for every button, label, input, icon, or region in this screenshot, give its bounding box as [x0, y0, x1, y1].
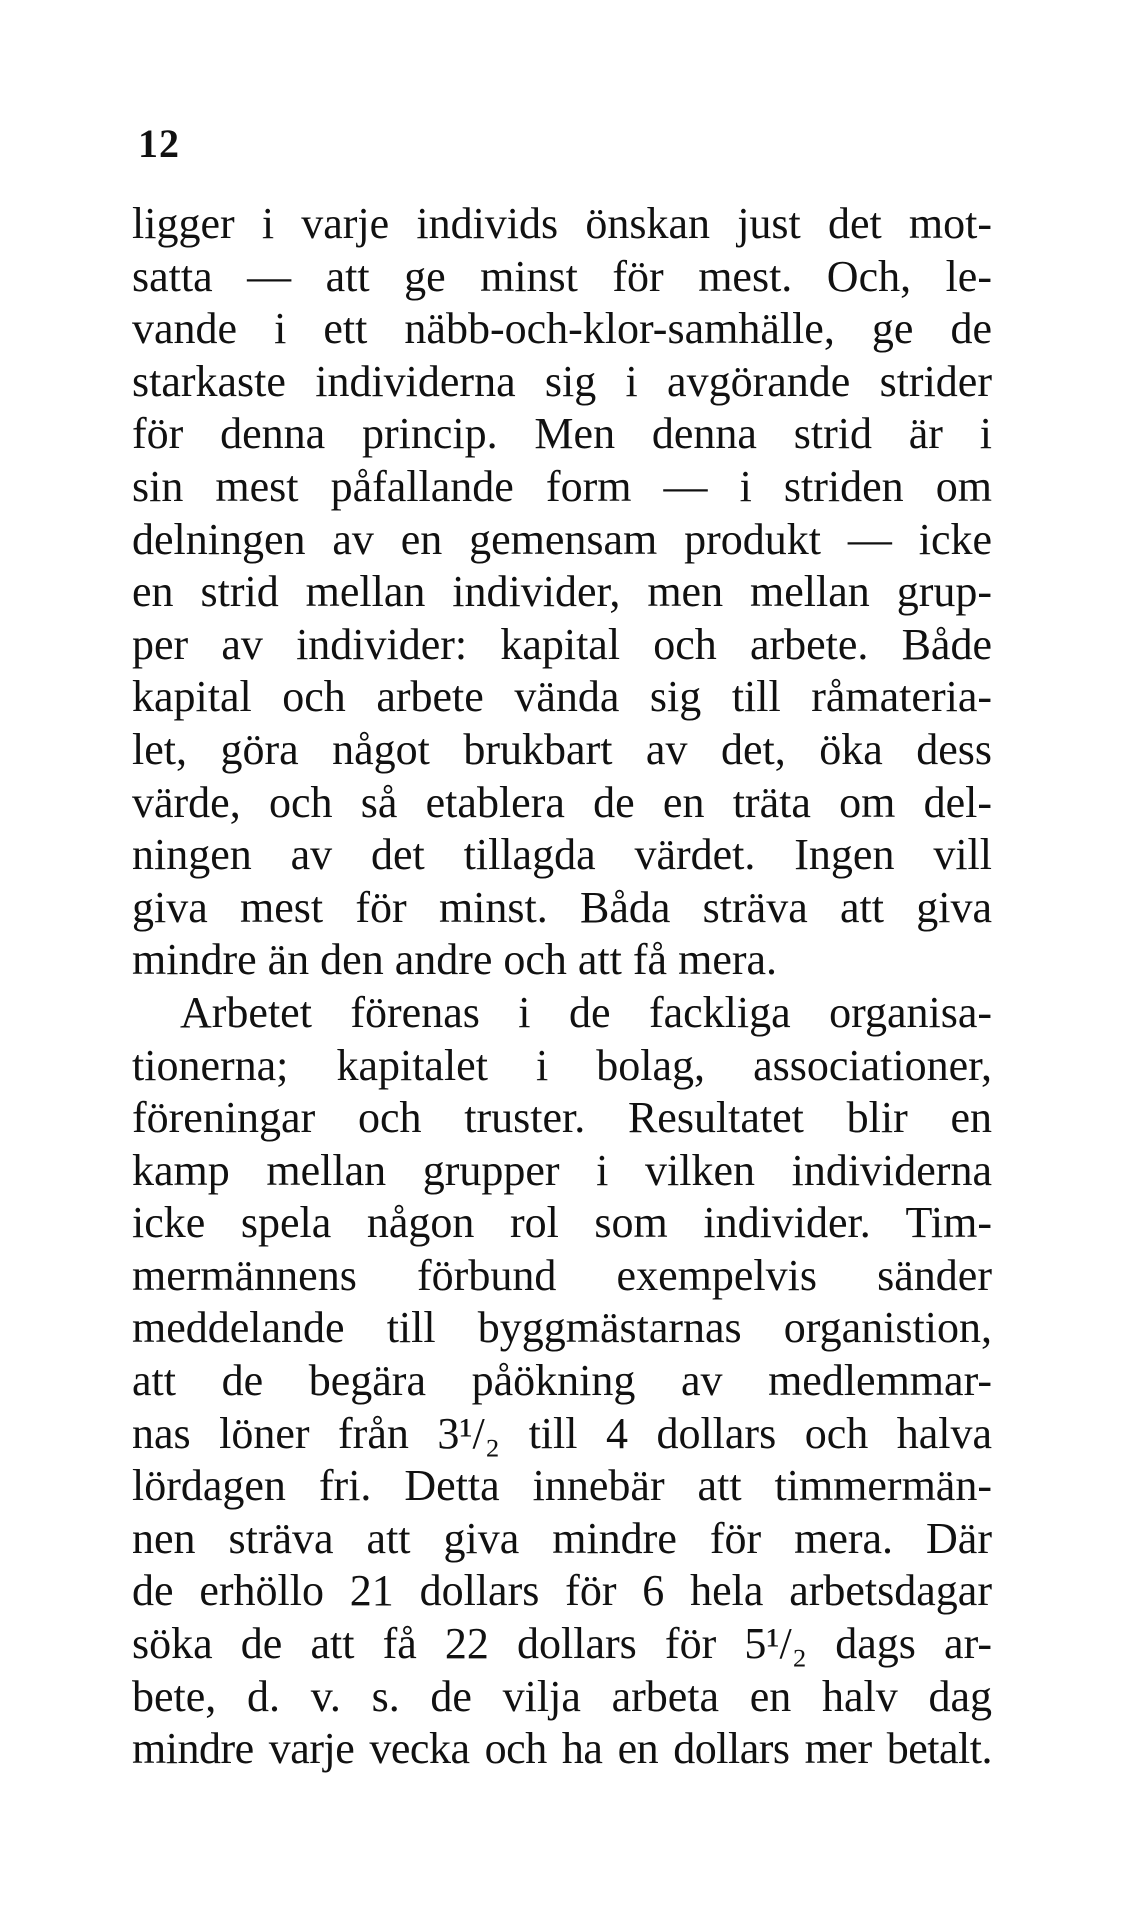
text-line: kamp mellan grupper i vilken individerna: [132, 1145, 992, 1195]
text-line: för denna princip. Men denna strid är i: [132, 409, 992, 459]
text-line: ligger i varje individs önskan just det mot-: [132, 199, 992, 248]
text-line: starkaste individerna sig i avgörande strider: [132, 356, 992, 406]
text-line: nas löner från 3¹/₂ till 4 dollars och halva: [132, 1408, 992, 1458]
text-line: meddelande till byggmästarnas organistion,: [132, 1303, 992, 1353]
text-line: giva mest för minst. Båda sträva att giva: [132, 882, 992, 932]
text-line: värde, och så etablera de en träta om del-: [132, 777, 992, 827]
text-line: nen sträva att giva mindre för mera. Där: [132, 1513, 992, 1563]
text-line: mermännens förbund exempelvis sänder: [132, 1250, 992, 1300]
text-line: icke spela någon rol som individer. Tim-: [132, 1198, 992, 1248]
text-line: sin mest påfallande form — i striden om: [132, 461, 992, 511]
text-line: tionerna; kapitalet i bolag, associationer,: [132, 1040, 992, 1090]
text-line: let, göra något brukbart av det, öka dess: [132, 724, 992, 774]
text-line: en strid mellan individer, men mellan grup-: [132, 567, 992, 617]
text-line: de erhöllo 21 dollars för 6 hela arbetsdagar: [132, 1566, 992, 1616]
text-line: kapital och arbete vända sig till råmateria-: [132, 672, 992, 722]
text-line: satta — att ge minst för mest. Och, le-: [132, 251, 992, 301]
page-number: 12: [138, 121, 180, 166]
text-line: bete, d. v. s. de vilja arbeta en halv dag: [132, 1671, 992, 1721]
text-line: delningen av en gemensam produkt — icke: [132, 514, 992, 564]
text-line: mindre än den andre och att få mera.: [132, 935, 778, 985]
text-line: Arbetet förenas i de fackliga organisa-: [180, 987, 992, 1037]
text-line: per av individer: kapital och arbete. Både: [132, 619, 992, 669]
body-text: [132, 198, 992, 1776]
text-line: föreningar och truster. Resultatet blir en: [132, 1093, 992, 1143]
text-line: söka de att få 22 dollars för 5¹/₂ dags ar-: [132, 1619, 992, 1669]
text-line: lördagen fri. Detta innebär att timmermän-: [132, 1461, 992, 1511]
text-line: ningen av det tillagda värdet. Ingen vill: [132, 830, 992, 880]
text-line: mindre varje vecka och ha en dollars mer betalt.: [132, 1724, 992, 1774]
text-line: att de begära påökning av medlemmar-: [132, 1356, 992, 1406]
text-line: vande i ett näbb-och-klor-samhälle, ge de: [132, 304, 992, 354]
